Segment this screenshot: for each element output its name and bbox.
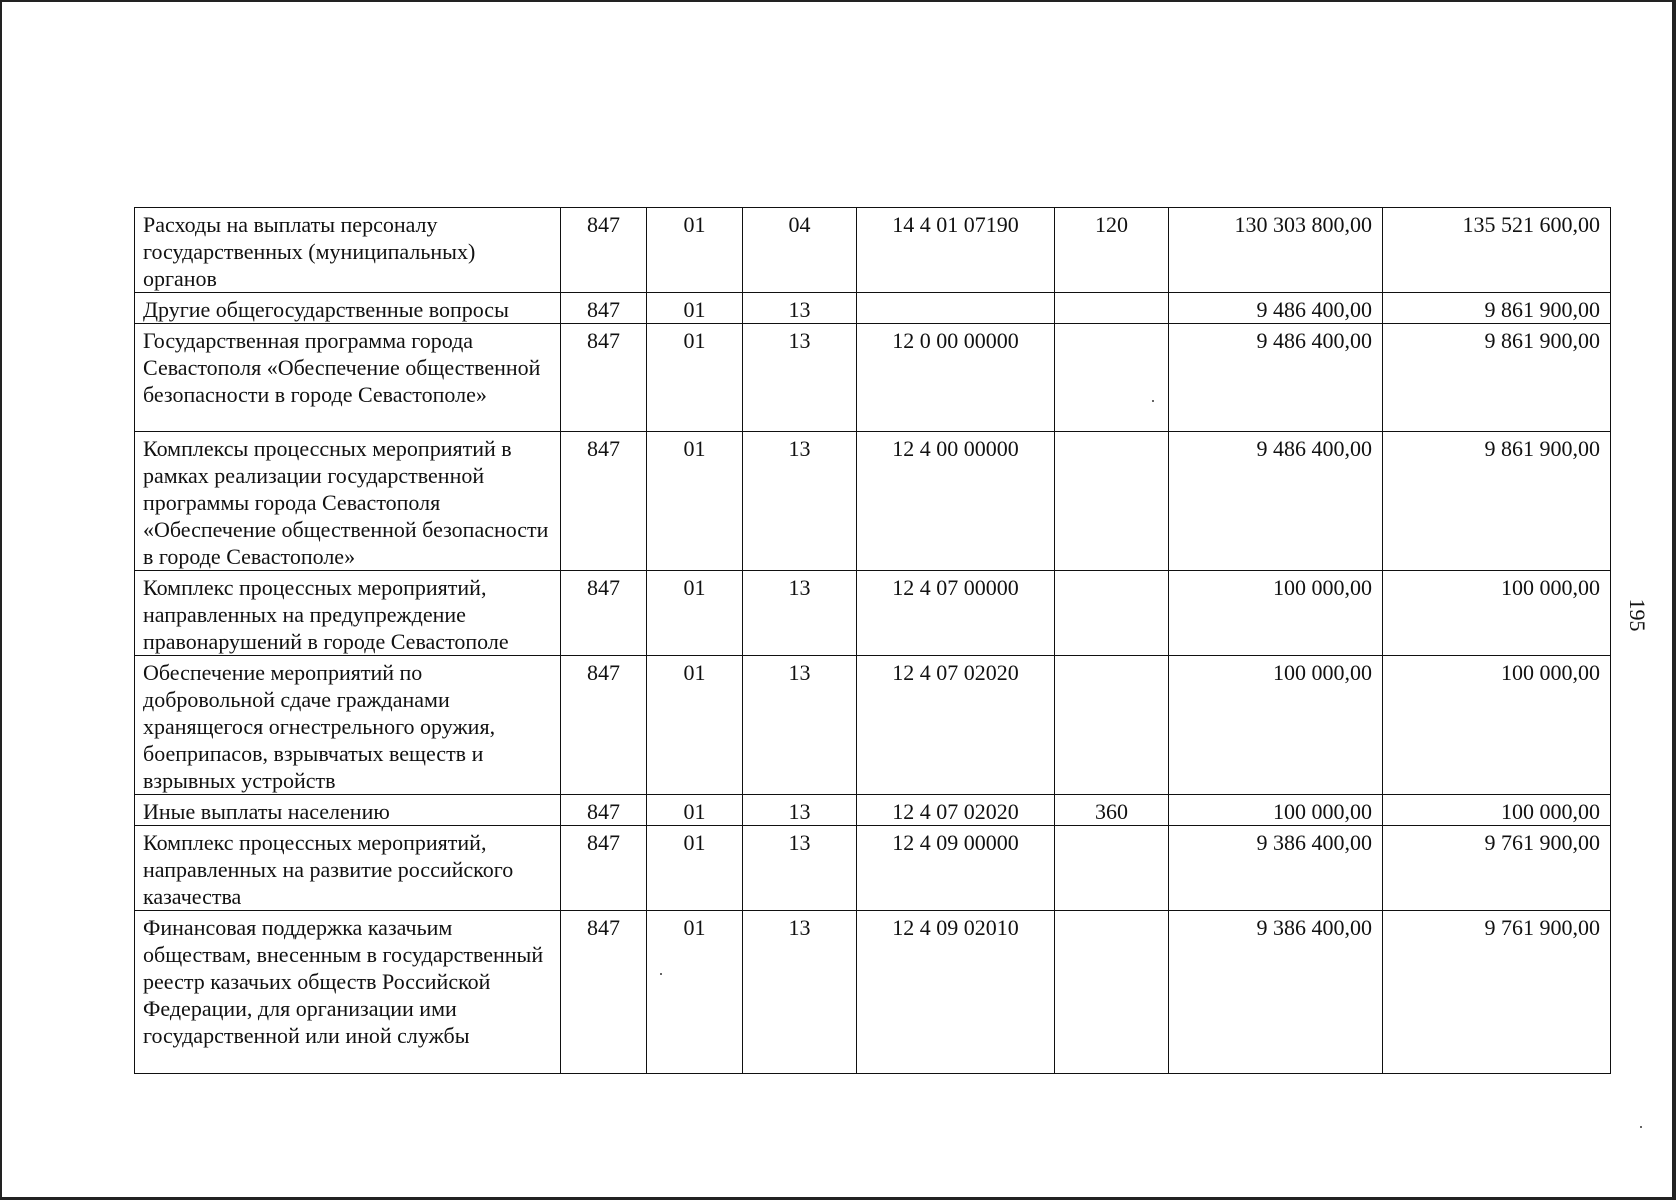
row-vr: [1055, 656, 1169, 795]
row-rz: 01: [647, 324, 743, 432]
row-csr: 12 0 00 00000: [857, 324, 1055, 432]
row-rz: 01: [647, 795, 743, 826]
row-csr: 12 4 07 02020: [857, 795, 1055, 826]
row-name: Комплекс процессных мероприятий, направленных на предупреждение правонарушений в городе Севастополе: [135, 571, 561, 656]
row-pr: 04: [743, 208, 857, 293]
scan-speck: [1152, 400, 1154, 402]
row-rz: 01: [647, 826, 743, 911]
table-row: [135, 795, 1611, 826]
row-csr: 12 4 07 02020: [857, 656, 1055, 795]
row-csr: 12 4 07 00000: [857, 571, 1055, 656]
table-row: [135, 324, 1611, 432]
scan-speck: [1640, 1126, 1642, 1128]
row-vr: 120: [1055, 208, 1169, 293]
row-sum-2: 9 861 900,00: [1383, 293, 1611, 324]
row-pr: 13: [743, 571, 857, 656]
row-name: Расходы на выплаты персоналу государственных (муниципальных) органов: [135, 208, 561, 293]
row-sum-1: 9 486 400,00: [1169, 432, 1383, 571]
row-sum-2: 135 521 600,00: [1383, 208, 1611, 293]
row-vr: [1055, 911, 1169, 1074]
table-row: [135, 656, 1611, 795]
row-sum-1: 100 000,00: [1169, 656, 1383, 795]
row-sum-2: 9 861 900,00: [1383, 324, 1611, 432]
row-sum-1: 9 386 400,00: [1169, 826, 1383, 911]
row-ved: 847: [561, 656, 647, 795]
budget-table: [134, 207, 1611, 1074]
row-vr: [1055, 826, 1169, 911]
row-ved: 847: [561, 432, 647, 571]
row-pr: 13: [743, 293, 857, 324]
row-rz: 01: [647, 208, 743, 293]
table-row: [135, 911, 1611, 1074]
row-sum-2: 9 761 900,00: [1383, 826, 1611, 911]
row-csr: [857, 293, 1055, 324]
row-rz: 01: [647, 293, 743, 324]
row-vr: [1055, 571, 1169, 656]
row-ved: 847: [561, 911, 647, 1074]
row-name: Иные выплаты населению: [135, 795, 561, 826]
row-sum-1: 9 486 400,00: [1169, 324, 1383, 432]
row-sum-1: 130 303 800,00: [1169, 208, 1383, 293]
row-pr: 13: [743, 826, 857, 911]
row-ved: 847: [561, 826, 647, 911]
row-name: Финансовая поддержка казачьим обществам, внесенным в государственный реестр казачьих обществ Российской Федерации, для организации ими государственной или иной службы: [135, 911, 561, 1074]
table-row: [135, 208, 1611, 293]
row-name: Комплексы процессных мероприятий в рамках реализации государственной программы города Севастополя «Обеспечение общественной безопасности в городе Севастополе»: [135, 432, 561, 571]
scan-border-right: [1672, 0, 1676, 1200]
row-vr: 360: [1055, 795, 1169, 826]
scan-border-left: [0, 0, 2, 1200]
scan-speck: [660, 973, 662, 975]
row-ved: 847: [561, 324, 647, 432]
row-pr: 13: [743, 911, 857, 1074]
row-sum-1: 9 386 400,00: [1169, 911, 1383, 1074]
row-name: Другие общегосударственные вопросы: [135, 293, 561, 324]
row-ved: 847: [561, 293, 647, 324]
budget-table-body: [135, 208, 1611, 1074]
row-sum-2: 100 000,00: [1383, 656, 1611, 795]
row-name: Обеспечение мероприятий по добровольной сдаче гражданами хранящегося огнестрельного оружия, боеприпасов, взрывчатых веществ и взрывных устройств: [135, 656, 561, 795]
row-rz: 01: [647, 911, 743, 1074]
row-csr: 12 4 00 00000: [857, 432, 1055, 571]
row-rz: 01: [647, 432, 743, 571]
row-ved: 847: [561, 795, 647, 826]
row-pr: 13: [743, 795, 857, 826]
page-number: 195: [1625, 598, 1650, 632]
row-name: Государственная программа города Севастополя «Обеспечение общественной безопасности в городе Севастополе»: [135, 324, 561, 432]
table-row: [135, 432, 1611, 571]
row-sum-2: 9 761 900,00: [1383, 911, 1611, 1074]
row-rz: 01: [647, 571, 743, 656]
row-csr: 12 4 09 02010: [857, 911, 1055, 1074]
row-vr: [1055, 324, 1169, 432]
row-name: Комплекс процессных мероприятий, направленных на развитие российского казачества: [135, 826, 561, 911]
row-csr: 12 4 09 00000: [857, 826, 1055, 911]
row-pr: 13: [743, 432, 857, 571]
table-row: [135, 293, 1611, 324]
row-sum-1: 100 000,00: [1169, 795, 1383, 826]
row-sum-2: 100 000,00: [1383, 571, 1611, 656]
row-sum-1: 9 486 400,00: [1169, 293, 1383, 324]
row-vr: [1055, 293, 1169, 324]
scan-border-top: [0, 0, 1676, 2]
row-vr: [1055, 432, 1169, 571]
row-csr: 14 4 01 07190: [857, 208, 1055, 293]
row-sum-1: 100 000,00: [1169, 571, 1383, 656]
row-ved: 847: [561, 208, 647, 293]
row-ved: 847: [561, 571, 647, 656]
table-row: [135, 826, 1611, 911]
row-sum-2: 100 000,00: [1383, 795, 1611, 826]
row-pr: 13: [743, 656, 857, 795]
row-sum-2: 9 861 900,00: [1383, 432, 1611, 571]
row-rz: 01: [647, 656, 743, 795]
table-row: [135, 571, 1611, 656]
row-pr: 13: [743, 324, 857, 432]
